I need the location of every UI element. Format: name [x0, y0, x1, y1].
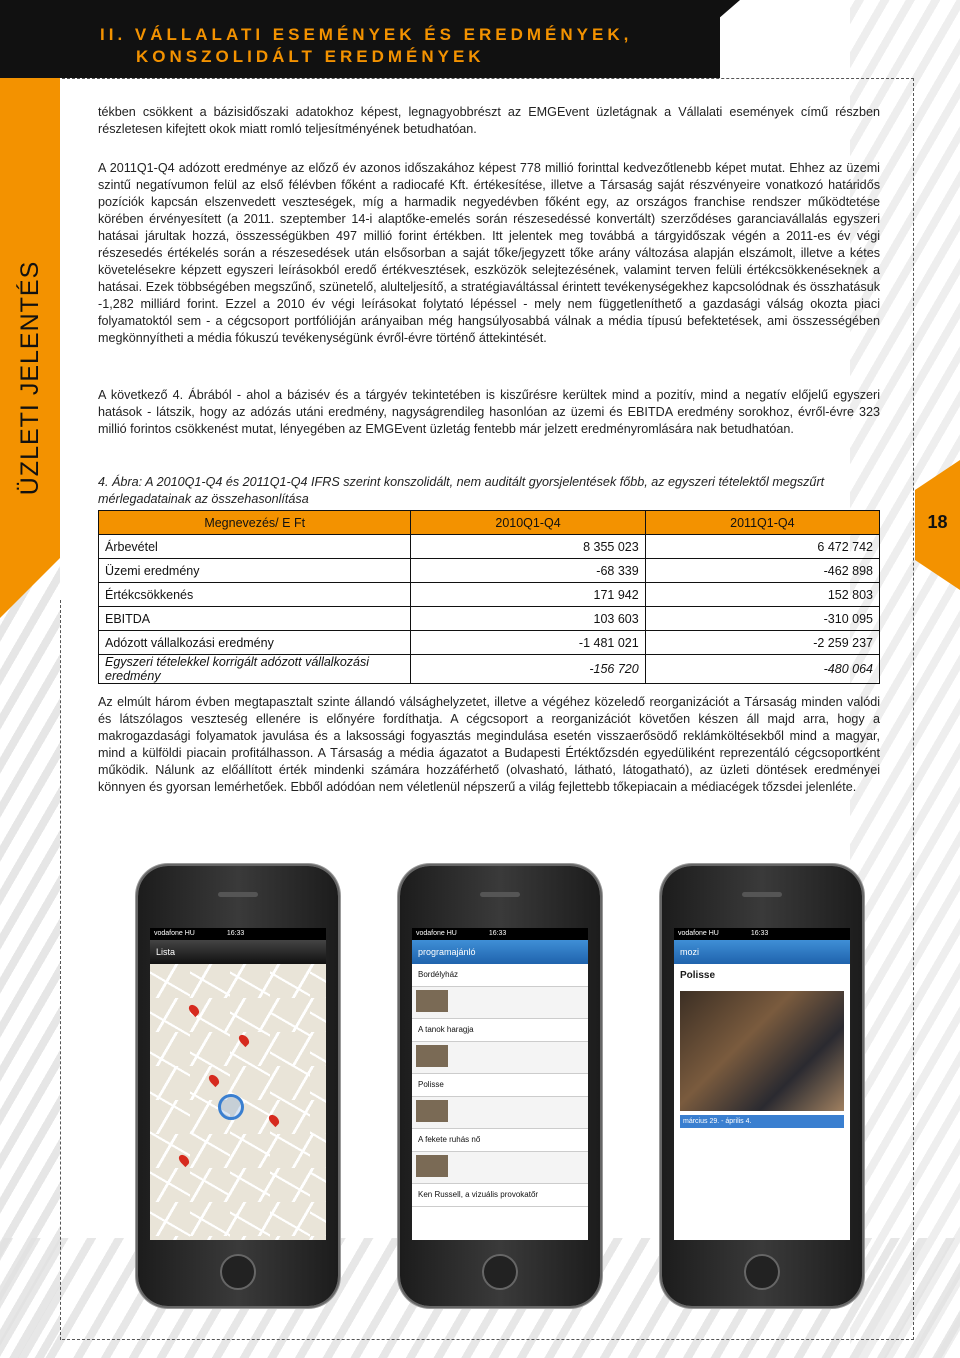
phone-speaker — [218, 892, 258, 897]
table-cell-value: 103 603 — [411, 607, 645, 631]
app-navbar — [674, 940, 850, 964]
phone-movie — [662, 866, 862, 1306]
page-frame-left — [60, 600, 61, 1340]
section-title-line-2: KONSZOLIDÁLT EREDMÉNYEK — [136, 47, 485, 66]
time-label: 16:33 — [488, 930, 507, 937]
table-cell-label: Egyszeri tételekkel korrigált adózott vállalkozási eredmény — [99, 655, 411, 684]
table-cell-value: -480 064 — [645, 655, 879, 684]
table-cell-value: -2 259 237 — [645, 631, 879, 655]
paragraph-2: A 2011Q1-Q4 adózott eredménye az előző év azonos időszakához képest 778 millió forinttal kedvezőtlenebb képet mutat. Ehhez az üzemi szintű negatívumon felül az első félévben főként a radiocafé Kft. értékesítése, illetve a Társaság saját részvényeire vonatkozó határidős pozíciók kapcsán elszenvedett veszteségek, míg a harmadik negyedévben főként egy, az országos franchise rendszer működtetése körében érvényesített (a 2011. szeptember 14-i alaptőke-emelés során részesedéssé konvertált) szerződéses garanciavállalás egyszeri hatásai járultak hozzá, összességükben 497 millió forint értékben. Itt jelentek meg továbbá a tárgyidőszak végén a 2011-es év végi részesedés értékelés során a részesedések után elsősorban a saját tőke/jegyzett tőke arány változása alapján elszámolt, illetve a kétes követelésekre képzett egyszeri leírásokból eredő értékvesztések, eszközök selejtezésének, valamint terven felüli értékcsökkenéseknek a hatásai. Ezek többségében megszűnő, szünetelő, alulteljesítő, a stratégiaváltással érintett tevékenységekhez kapcsolódnak és összhatásuk -1,282 milliárd forint. Ezzel a 2010 év végi leírásokat folytató lépéssel - mely nem függetleníthető a gazdasági válság okozta piaci folyamatoktól sem - a cégcsoport portfólióján arányaiban még hangsúlyosabbá válnak a média típusú befektetések, ami összességében megkönnyítheti a média fókuszú tevékenységünk évről-évre történő áttekintését. — [98, 161, 880, 345]
page-tab-bottom — [915, 560, 960, 590]
table-header-cell: 2010Q1-Q4 — [411, 511, 645, 535]
table-row — [99, 607, 880, 631]
paragraph-3: A következő 4. Ábrából - ahol a bázisév és a tárgyév tekintetében is kiszűrésre kerültek mind a pozitív, mind a negatív előjelű egyszeri hatások - látszik, hogy az adózás utáni eredmény, nagyságrendileg hasonlóan az üzemi és EBITDA eredmény sorokhoz, évről-évre 323 millió forintos csökkenést mutat, lényegében az EMGEvent üzletág fentebb már jelzett eredményromlására nak betudhatóan. — [98, 388, 880, 436]
list-item[interactable] — [412, 987, 588, 1019]
paragraph-4: Az elmúlt három évben megtapasztalt szinte állandó válsághelyzetet, illetve a végéhez közeledő reorganizációt a Társaság minden valódi és látszólagos veszteség ellenére is előnyére fordíthatja. A cégcsoport a reorganizációt követően készen áll majd arra, hogy a makrogazdasági folyamatok javulása és a laksossági fogyasztás megindulása esetén visszaerősödő reklámköltésekből mind a magyar, mind a külföldi piacain profitálhasson. A Társaság a média ágazatot a Budapesti Értéktőzsdén egyedüliként reprezentáló cégcsoportként működik. Nálunk az előállított érték mindenki számára hozzáférhető (olvasható, látható, látogatható), az üzleti döntések eredményei könnyen és gyorsan lemérhetőek. Ebből adódóan nem véletlenül népszerű a világ fejlettebb tőkepiacain a médiacégek tőzsdei jelenléte. — [98, 695, 880, 794]
map-pin-icon[interactable] — [177, 1153, 191, 1167]
list-item[interactable]: A tanok haragja — [412, 1019, 588, 1042]
map-pin-icon[interactable] — [207, 1073, 221, 1087]
table-cell-label: EBITDA — [99, 607, 411, 631]
table-cell-value: 8 355 023 — [411, 535, 645, 559]
table-cell-value: -310 095 — [645, 607, 879, 631]
side-band-tip — [0, 558, 60, 618]
table-row — [99, 583, 880, 607]
map-view[interactable] — [150, 964, 326, 1240]
navbar-title: mozi — [680, 947, 700, 957]
navbar-title: programajánló — [418, 947, 476, 957]
list-item[interactable] — [412, 1042, 588, 1074]
table-header-cell: 2011Q1-Q4 — [645, 511, 879, 535]
table-header-row — [99, 511, 880, 535]
phone-screen — [412, 928, 588, 1240]
table-cell-value: -462 898 — [645, 559, 879, 583]
phone-screen — [150, 928, 326, 1240]
map-toolbar[interactable] — [150, 940, 326, 964]
table-cell-value: -156 720 — [411, 655, 645, 684]
list-item[interactable]: Ken Russell, a vizuális provokatőr — [412, 1184, 588, 1207]
carrier-label: vodafone HU — [678, 930, 719, 937]
page-tab-top — [915, 460, 960, 490]
list-button-label: Lista — [156, 947, 176, 957]
phone-screen — [674, 928, 850, 1240]
carrier-label: vodafone HU — [154, 930, 195, 937]
map-pin-icon[interactable] — [237, 1033, 251, 1047]
table-cell-label: Adózott vállalkozási eredmény — [99, 631, 411, 655]
home-button[interactable] — [482, 1254, 518, 1290]
table-cell-label: Értékcsökkenés — [99, 583, 411, 607]
table-row — [99, 559, 880, 583]
table-cell-value: -68 339 — [411, 559, 645, 583]
status-bar — [674, 928, 850, 940]
table-header-cell: Megnevezés/ E Ft — [99, 511, 411, 535]
status-bar — [150, 928, 326, 940]
list-item[interactable]: A fekete ruhás nő — [412, 1129, 588, 1152]
side-band — [0, 78, 60, 558]
table-row — [99, 655, 880, 684]
phone-speaker — [742, 892, 782, 897]
carrier-label: vodafone HU — [416, 930, 457, 937]
side-label: ÜZLETI JELENTÉS — [16, 260, 44, 496]
phone-map — [138, 866, 338, 1306]
table-row — [99, 631, 880, 655]
phone-program — [400, 866, 600, 1306]
home-button[interactable] — [220, 1254, 256, 1290]
map-pin-icon[interactable] — [187, 1003, 201, 1017]
table-cell-value: 171 942 — [411, 583, 645, 607]
status-bar — [412, 928, 588, 940]
list-item[interactable]: Polisse — [412, 1074, 588, 1097]
table-cell-value: -1 481 021 — [411, 631, 645, 655]
movie-date: március 29. - április 4. — [680, 1115, 844, 1128]
financial-table — [98, 510, 880, 684]
table-cell-value: 6 472 742 — [645, 535, 879, 559]
location-marker-icon — [218, 1094, 244, 1120]
home-button[interactable] — [744, 1254, 780, 1290]
time-label: 16:33 — [226, 930, 245, 937]
table-row — [99, 535, 880, 559]
paragraph-1: tékben csökkent a bázisidőszaki adatokhoz képest, legnagyobbrészt az EMGEvent üzletágnak a Vállalati események című részben részletesen kifejtett okok miatt romló teljesítményének betudhatóan. — [98, 105, 880, 136]
section-title — [100, 24, 720, 68]
phone-speaker — [480, 892, 520, 897]
table-cell-value: 152 803 — [645, 583, 879, 607]
time-label: 16:33 — [750, 930, 769, 937]
table-cell-label: Üzemi eredmény — [99, 559, 411, 583]
list-item[interactable] — [412, 1097, 588, 1129]
app-navbar — [412, 940, 588, 964]
page-number: 18 — [927, 512, 948, 532]
figure-caption: 4. Ábra: A 2010Q1-Q4 és 2011Q1-Q4 IFRS szerint konszolidált, nem auditált gyorsjelentések főbb, az egyszeri tételektől megszűrt mérlegadatainak az összehasonlítása — [98, 475, 825, 506]
list-item[interactable] — [412, 1152, 588, 1184]
movie-title: Polisse — [680, 970, 716, 981]
list-item[interactable]: Bordélyház — [412, 964, 588, 987]
section-title-line-1: II. VÁLLALATI ESEMÉNYEK ÉS EREDMÉNYEK, — [100, 25, 633, 44]
map-pin-icon[interactable] — [267, 1113, 281, 1127]
movie-photo — [680, 991, 844, 1111]
table-cell-label: Árbevétel — [99, 535, 411, 559]
